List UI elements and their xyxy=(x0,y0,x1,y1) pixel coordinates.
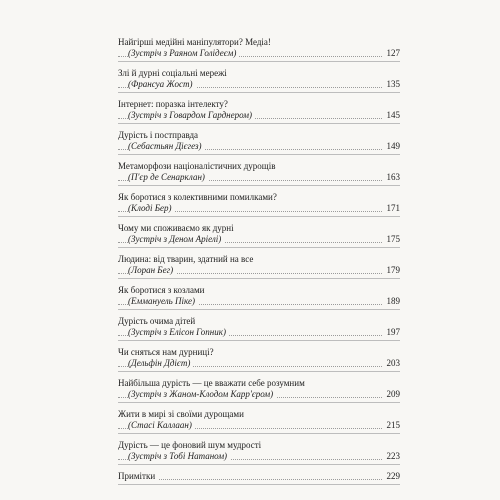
toc-subtitle-line xyxy=(118,79,400,90)
toc-title-line xyxy=(118,347,400,358)
toc-subtitle-line xyxy=(118,389,400,400)
toc-subtitle: (Зустріч з Жаном-Клодом Карр'єром) xyxy=(128,389,276,400)
toc-page-number: 215 xyxy=(386,420,400,430)
toc-subtitle: (Лоран Бег) xyxy=(128,265,176,276)
toc-title: Людина: від тварин, здатний на все xyxy=(118,254,256,265)
toc-entry xyxy=(118,378,400,403)
toc-entry xyxy=(118,192,400,217)
toc-subtitle-line xyxy=(118,110,400,121)
toc-title: Дурість очима дітей xyxy=(118,316,198,327)
toc-entry xyxy=(118,409,400,434)
table-of-contents xyxy=(118,37,400,491)
toc-subtitle-line xyxy=(118,141,400,152)
toc-page-number: 171 xyxy=(386,203,400,213)
toc-subtitle: (Франсуа Жост) xyxy=(128,79,196,90)
toc-title-line xyxy=(118,409,400,420)
toc-subtitle: (Зустріч з Тобі Натаном) xyxy=(128,451,230,462)
toc-title-line xyxy=(118,440,400,451)
toc-title: Чому ми споживаємо як дурні xyxy=(118,223,237,234)
toc-title-line xyxy=(118,223,400,234)
toc-title: Дурість і постправда xyxy=(118,130,201,141)
toc-page-number: 209 xyxy=(386,389,400,399)
toc-entry xyxy=(118,347,400,372)
toc-title: Чи сняться нам дурниці? xyxy=(118,347,217,358)
toc-subtitle: (П'єр де Сенарклан) xyxy=(128,172,208,183)
toc-subtitle-line xyxy=(118,172,400,183)
toc-page-number: 203 xyxy=(386,358,400,368)
toc-subtitle: (Себастьян Дієгез) xyxy=(128,141,205,152)
toc-title-line xyxy=(118,254,400,265)
toc-page-number: 145 xyxy=(386,110,400,120)
toc-entry xyxy=(118,254,400,279)
toc-subtitle: (Зустріч з Елісон Гопник) xyxy=(128,327,229,338)
toc-title-line xyxy=(118,316,400,327)
toc-title: Дурість — це фоновий шум мудрості xyxy=(118,440,264,451)
toc-title: Найбільша дурість — це вважати себе розумним xyxy=(118,378,308,389)
toc-subtitle-line xyxy=(118,234,400,245)
toc-page-number: 127 xyxy=(386,48,400,58)
toc-title: Як боротися з колективними помилками? xyxy=(118,192,280,203)
toc-title: Інтернет: поразка інтелекту? xyxy=(118,99,231,110)
toc-subtitle-line xyxy=(118,358,400,369)
toc-subtitle: (Стасі Каллаан) xyxy=(128,420,195,431)
toc-title-line xyxy=(118,378,400,389)
toc-subtitle-line xyxy=(118,265,400,276)
toc-entry xyxy=(118,68,400,93)
toc-entry xyxy=(118,316,400,341)
toc-page-number: 229 xyxy=(386,471,400,481)
toc-title-line xyxy=(118,130,400,141)
toc-subtitle: (Зустріч з Деном Аріелі) xyxy=(128,234,224,245)
toc-entry xyxy=(118,223,400,248)
toc-subtitle: (Зустріч з Раяном Голідеєм) xyxy=(128,48,239,59)
toc-entry xyxy=(118,161,400,186)
toc-title-line xyxy=(118,37,400,48)
toc-subtitle-line xyxy=(118,420,400,431)
toc-entry xyxy=(118,471,400,485)
toc-title-line xyxy=(118,68,400,79)
toc-title: Примітки xyxy=(118,471,158,482)
toc-subtitle: (Зустріч з Говардом Гарднером) xyxy=(128,110,255,121)
toc-entry xyxy=(118,37,400,62)
toc-title: Найгірші медійні маніпулятори? Медіа! xyxy=(118,37,274,48)
toc-title-line xyxy=(118,192,400,203)
toc-subtitle-line xyxy=(118,327,400,338)
toc-title: Жити в мирі зі своїми дурощами xyxy=(118,409,247,420)
toc-entry xyxy=(118,285,400,310)
toc-title-line xyxy=(118,161,400,172)
toc-entry xyxy=(118,99,400,124)
toc-page-number: 189 xyxy=(386,296,400,306)
toc-title: Метаморфози націоналістичних дурощів xyxy=(118,161,279,172)
toc-subtitle: (Еммануель Піке) xyxy=(128,296,198,307)
toc-subtitle-line xyxy=(118,48,400,59)
toc-page-number: 163 xyxy=(386,172,400,182)
toc-page-number: 149 xyxy=(386,141,400,151)
toc-title-line xyxy=(118,471,400,482)
toc-page-number: 197 xyxy=(386,327,400,337)
toc-page-number: 179 xyxy=(386,265,400,275)
toc-title: Злі й дурні соціальні мережі xyxy=(118,68,230,79)
toc-subtitle-line xyxy=(118,296,400,307)
toc-entry xyxy=(118,130,400,155)
toc-title-line xyxy=(118,99,400,110)
toc-subtitle-line xyxy=(118,203,400,214)
toc-title-line xyxy=(118,285,400,296)
toc-page-number: 175 xyxy=(386,234,400,244)
toc-page-number: 223 xyxy=(386,451,400,461)
toc-title: Як боротися з козлами xyxy=(118,285,208,296)
toc-subtitle: (Клоді Бер) xyxy=(128,203,175,214)
toc-page-number: 135 xyxy=(386,79,400,89)
toc-subtitle: (Дельфін Ддієт) xyxy=(128,358,193,369)
toc-entry xyxy=(118,440,400,465)
toc-subtitle-line xyxy=(118,451,400,462)
